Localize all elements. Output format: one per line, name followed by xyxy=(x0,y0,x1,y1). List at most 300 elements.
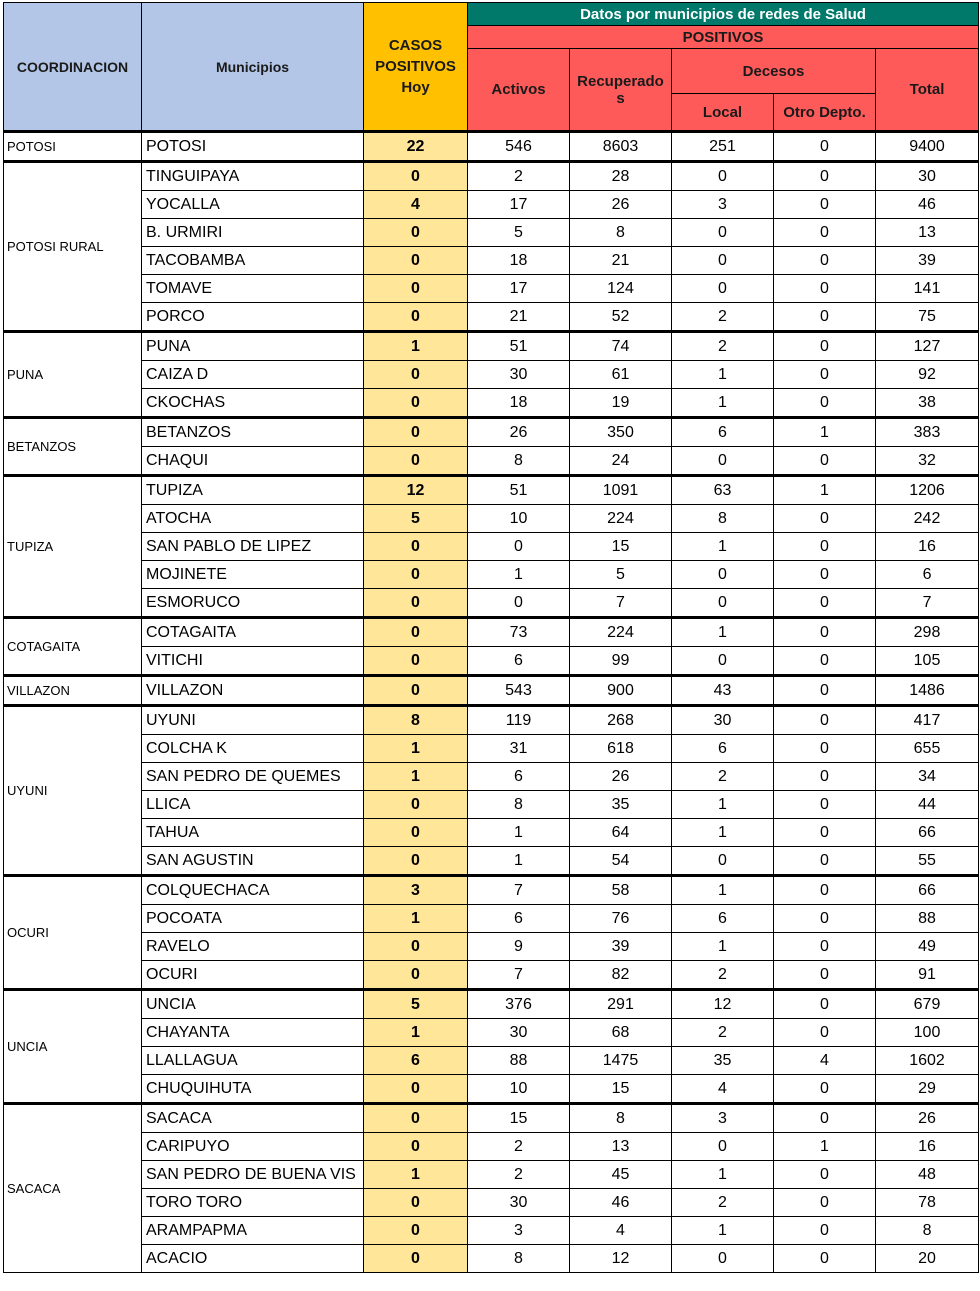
total-cell: 6 xyxy=(876,561,979,589)
coordinacion-cell: COTAGAITA xyxy=(4,618,142,676)
otro-cell: 0 xyxy=(774,1075,876,1104)
otro-cell: 0 xyxy=(774,219,876,247)
table-row xyxy=(4,447,979,476)
total-cell: 141 xyxy=(876,275,979,303)
municipio-cell: BETANZOS xyxy=(142,418,364,447)
recuperados-cell: 46 xyxy=(570,1189,672,1217)
activos-cell: 10 xyxy=(468,1075,570,1104)
table-row xyxy=(4,275,979,303)
local-cell: 1 xyxy=(672,1217,774,1245)
table-row xyxy=(4,1245,979,1273)
activos-cell: 7 xyxy=(468,961,570,990)
table-row xyxy=(4,706,979,735)
otro-cell: 0 xyxy=(774,847,876,876)
coordinacion-cell: TUPIZA xyxy=(4,476,142,618)
local-cell: 1 xyxy=(672,389,774,418)
municipio-cell: SAN PEDRO DE QUEMES xyxy=(142,763,364,791)
activos-cell: 18 xyxy=(468,247,570,275)
recuperados-cell: 224 xyxy=(570,505,672,533)
table-row xyxy=(4,1075,979,1104)
local-cell: 3 xyxy=(672,1104,774,1133)
otro-cell: 4 xyxy=(774,1047,876,1075)
header-recuperados xyxy=(570,49,672,132)
coordinacion-cell: POTOSI RURAL xyxy=(4,162,142,332)
otro-cell: 0 xyxy=(774,706,876,735)
activos-cell: 17 xyxy=(468,191,570,219)
local-cell: 0 xyxy=(672,162,774,191)
otro-cell: 1 xyxy=(774,418,876,447)
table-row xyxy=(4,1133,979,1161)
coordinacion-cell: VILLAZON xyxy=(4,676,142,706)
activos-cell: 30 xyxy=(468,1189,570,1217)
today-cell: 0 xyxy=(364,1245,468,1273)
table-row xyxy=(4,476,979,505)
otro-cell: 0 xyxy=(774,1245,876,1273)
table-row xyxy=(4,332,979,361)
recuperados-cell: 26 xyxy=(570,191,672,219)
activos-cell: 15 xyxy=(468,1104,570,1133)
total-cell: 39 xyxy=(876,247,979,275)
total-cell: 34 xyxy=(876,763,979,791)
recuperados-cell: 1091 xyxy=(570,476,672,505)
activos-cell: 8 xyxy=(468,447,570,476)
activos-cell: 26 xyxy=(468,418,570,447)
table-row xyxy=(4,132,979,162)
municipio-cell: SAN PABLO DE LIPEZ xyxy=(142,533,364,561)
recuperados-cell: 58 xyxy=(570,876,672,905)
today-cell: 5 xyxy=(364,505,468,533)
recuperados-cell: 82 xyxy=(570,961,672,990)
total-cell: 100 xyxy=(876,1019,979,1047)
local-cell: 1 xyxy=(672,1161,774,1189)
header-activos: Activos xyxy=(468,49,570,132)
total-cell: 29 xyxy=(876,1075,979,1104)
table-row xyxy=(4,847,979,876)
municipio-cell: UYUNI xyxy=(142,706,364,735)
total-cell: 417 xyxy=(876,706,979,735)
recuperados-cell: 268 xyxy=(570,706,672,735)
today-cell: 0 xyxy=(364,847,468,876)
recuperados-cell: 124 xyxy=(570,275,672,303)
today-cell: 0 xyxy=(364,933,468,961)
recuperados-cell: 13 xyxy=(570,1133,672,1161)
recuperados-cell: 68 xyxy=(570,1019,672,1047)
today-cell: 0 xyxy=(364,961,468,990)
municipio-cell: CHAYANTA xyxy=(142,1019,364,1047)
otro-cell: 0 xyxy=(774,162,876,191)
covid-municipal-table xyxy=(3,2,979,1273)
total-cell: 16 xyxy=(876,533,979,561)
total-cell: 105 xyxy=(876,647,979,676)
activos-cell: 3 xyxy=(468,1217,570,1245)
activos-cell: 21 xyxy=(468,303,570,332)
total-cell: 13 xyxy=(876,219,979,247)
local-cell: 6 xyxy=(672,418,774,447)
recuperados-cell: 76 xyxy=(570,905,672,933)
total-cell: 78 xyxy=(876,1189,979,1217)
today-cell: 0 xyxy=(364,618,468,647)
total-cell: 20 xyxy=(876,1245,979,1273)
municipio-cell: ACACIO xyxy=(142,1245,364,1273)
header-local: Local xyxy=(672,94,774,132)
table-row xyxy=(4,819,979,847)
coordinacion-cell: SACACA xyxy=(4,1104,142,1273)
recuperados-cell: 28 xyxy=(570,162,672,191)
total-cell: 1602 xyxy=(876,1047,979,1075)
activos-cell: 18 xyxy=(468,389,570,418)
local-cell: 1 xyxy=(672,933,774,961)
municipio-cell: PORCO xyxy=(142,303,364,332)
municipio-cell: POCOATA xyxy=(142,905,364,933)
activos-cell: 8 xyxy=(468,791,570,819)
otro-cell: 0 xyxy=(774,303,876,332)
activos-cell: 2 xyxy=(468,1133,570,1161)
activos-cell: 1 xyxy=(468,561,570,589)
otro-cell: 0 xyxy=(774,132,876,162)
municipio-cell: TAHUA xyxy=(142,819,364,847)
total-cell: 32 xyxy=(876,447,979,476)
local-cell: 1 xyxy=(672,876,774,905)
today-cell: 0 xyxy=(364,418,468,447)
recuperados-cell: 39 xyxy=(570,933,672,961)
local-cell: 2 xyxy=(672,303,774,332)
recuperados-cell: 350 xyxy=(570,418,672,447)
local-cell: 251 xyxy=(672,132,774,162)
municipio-cell: CHAQUI xyxy=(142,447,364,476)
municipio-cell: B. URMIRI xyxy=(142,219,364,247)
total-cell: 9400 xyxy=(876,132,979,162)
local-cell: 0 xyxy=(672,219,774,247)
otro-cell: 0 xyxy=(774,676,876,706)
total-cell: 49 xyxy=(876,933,979,961)
otro-cell: 0 xyxy=(774,561,876,589)
today-cell: 0 xyxy=(364,247,468,275)
total-cell: 26 xyxy=(876,1104,979,1133)
activos-cell: 31 xyxy=(468,735,570,763)
recuperados-cell: 35 xyxy=(570,791,672,819)
table-row xyxy=(4,589,979,618)
table-row xyxy=(4,1189,979,1217)
otro-cell: 0 xyxy=(774,332,876,361)
total-cell: 91 xyxy=(876,961,979,990)
otro-cell: 0 xyxy=(774,618,876,647)
otro-cell: 0 xyxy=(774,990,876,1019)
table-row xyxy=(4,505,979,533)
total-cell: 7 xyxy=(876,589,979,618)
activos-cell: 8 xyxy=(468,1245,570,1273)
total-cell: 1486 xyxy=(876,676,979,706)
today-cell: 0 xyxy=(364,589,468,618)
table-row xyxy=(4,219,979,247)
today-cell: 1 xyxy=(364,1019,468,1047)
recuperados-cell: 1475 xyxy=(570,1047,672,1075)
local-cell: 0 xyxy=(672,1133,774,1161)
municipio-cell: UNCIA xyxy=(142,990,364,1019)
activos-cell: 9 xyxy=(468,933,570,961)
table-row xyxy=(4,389,979,418)
activos-cell: 119 xyxy=(468,706,570,735)
activos-cell: 30 xyxy=(468,1019,570,1047)
table-row xyxy=(4,533,979,561)
recuperados-cell: 64 xyxy=(570,819,672,847)
otro-cell: 0 xyxy=(774,791,876,819)
table-row xyxy=(4,1217,979,1245)
today-cell: 1 xyxy=(364,905,468,933)
municipio-cell: VILLAZON xyxy=(142,676,364,706)
activos-cell: 1 xyxy=(468,819,570,847)
coordinacion-cell: OCURI xyxy=(4,876,142,990)
today-cell: 0 xyxy=(364,676,468,706)
activos-cell: 7 xyxy=(468,876,570,905)
table-row xyxy=(4,763,979,791)
otro-cell: 0 xyxy=(774,389,876,418)
municipio-cell: SACACA xyxy=(142,1104,364,1133)
local-cell: 30 xyxy=(672,706,774,735)
today-cell: 0 xyxy=(364,389,468,418)
coordinacion-cell: UNCIA xyxy=(4,990,142,1104)
today-cell: 0 xyxy=(364,1075,468,1104)
activos-cell: 1 xyxy=(468,847,570,876)
coordinacion-cell: BETANZOS xyxy=(4,418,142,476)
recuperados-cell: 618 xyxy=(570,735,672,763)
total-cell: 8 xyxy=(876,1217,979,1245)
recuperados-cell: 19 xyxy=(570,389,672,418)
local-cell: 2 xyxy=(672,1019,774,1047)
otro-cell: 1 xyxy=(774,476,876,505)
activos-cell: 6 xyxy=(468,647,570,676)
total-cell: 66 xyxy=(876,819,979,847)
activos-cell: 546 xyxy=(468,132,570,162)
local-cell: 63 xyxy=(672,476,774,505)
municipio-cell: OCURI xyxy=(142,961,364,990)
total-cell: 48 xyxy=(876,1161,979,1189)
municipio-cell: LLICA xyxy=(142,791,364,819)
today-cell: 4 xyxy=(364,191,468,219)
table-row xyxy=(4,647,979,676)
local-cell: 1 xyxy=(672,361,774,389)
table-row xyxy=(4,418,979,447)
table-row xyxy=(4,791,979,819)
municipio-cell: SAN PEDRO DE BUENA VIS xyxy=(142,1161,364,1189)
total-cell: 44 xyxy=(876,791,979,819)
today-cell: 0 xyxy=(364,1104,468,1133)
municipio-cell: TOMAVE xyxy=(142,275,364,303)
header-otro-depto: Otro Depto. xyxy=(774,94,876,132)
total-cell: 16 xyxy=(876,1133,979,1161)
today-cell: 1 xyxy=(364,763,468,791)
recuperados-cell: 54 xyxy=(570,847,672,876)
recuperados-cell: 8603 xyxy=(570,132,672,162)
total-cell: 298 xyxy=(876,618,979,647)
today-cell: 0 xyxy=(364,361,468,389)
local-cell: 12 xyxy=(672,990,774,1019)
otro-cell: 0 xyxy=(774,763,876,791)
otro-cell: 0 xyxy=(774,1161,876,1189)
recuperados-cell: 99 xyxy=(570,647,672,676)
recuperados-cell: 74 xyxy=(570,332,672,361)
table-row xyxy=(4,961,979,990)
municipio-cell: YOCALLA xyxy=(142,191,364,219)
header-casos-line3: Hoy xyxy=(401,79,430,96)
today-cell: 0 xyxy=(364,275,468,303)
total-cell: 30 xyxy=(876,162,979,191)
total-cell: 55 xyxy=(876,847,979,876)
otro-cell: 0 xyxy=(774,361,876,389)
activos-cell: 88 xyxy=(468,1047,570,1075)
otro-cell: 0 xyxy=(774,1104,876,1133)
recuperados-cell: 5 xyxy=(570,561,672,589)
local-cell: 1 xyxy=(672,533,774,561)
today-cell: 6 xyxy=(364,1047,468,1075)
activos-cell: 2 xyxy=(468,1161,570,1189)
municipio-cell: COLQUECHACA xyxy=(142,876,364,905)
table-row xyxy=(4,303,979,332)
municipio-cell: CAIZA D xyxy=(142,361,364,389)
local-cell: 0 xyxy=(672,275,774,303)
today-cell: 0 xyxy=(364,561,468,589)
activos-cell: 5 xyxy=(468,219,570,247)
municipio-cell: SAN AGUSTIN xyxy=(142,847,364,876)
local-cell: 35 xyxy=(672,1047,774,1075)
today-cell: 0 xyxy=(364,819,468,847)
otro-cell: 0 xyxy=(774,589,876,618)
municipio-cell: TACOBAMBA xyxy=(142,247,364,275)
local-cell: 0 xyxy=(672,247,774,275)
municipio-cell: ESMORUCO xyxy=(142,589,364,618)
table-row xyxy=(4,191,979,219)
municipio-cell: CKOCHAS xyxy=(142,389,364,418)
header-casos-positivos-hoy xyxy=(364,3,468,132)
local-cell: 0 xyxy=(672,561,774,589)
header-decesos: Decesos xyxy=(672,49,876,94)
today-cell: 0 xyxy=(364,1133,468,1161)
recuperados-cell: 224 xyxy=(570,618,672,647)
recuperados-cell: 15 xyxy=(570,533,672,561)
local-cell: 2 xyxy=(672,332,774,361)
activos-cell: 10 xyxy=(468,505,570,533)
recuperados-cell: 15 xyxy=(570,1075,672,1104)
municipio-cell: TORO TORO xyxy=(142,1189,364,1217)
coordinacion-cell: UYUNI xyxy=(4,706,142,876)
otro-cell: 0 xyxy=(774,447,876,476)
local-cell: 4 xyxy=(672,1075,774,1104)
otro-cell: 0 xyxy=(774,1217,876,1245)
today-cell: 1 xyxy=(364,1161,468,1189)
table-row xyxy=(4,676,979,706)
activos-cell: 543 xyxy=(468,676,570,706)
municipio-cell: CARIPUYO xyxy=(142,1133,364,1161)
municipio-cell: PUNA xyxy=(142,332,364,361)
municipio-cell: RAVELO xyxy=(142,933,364,961)
header-recuperados-line2: s xyxy=(616,89,625,107)
activos-cell: 376 xyxy=(468,990,570,1019)
local-cell: 3 xyxy=(672,191,774,219)
municipio-cell: COLCHA K xyxy=(142,735,364,763)
activos-cell: 2 xyxy=(468,162,570,191)
otro-cell: 0 xyxy=(774,735,876,763)
activos-cell: 30 xyxy=(468,361,570,389)
total-cell: 127 xyxy=(876,332,979,361)
header-casos-line1: CASOS xyxy=(388,37,443,54)
local-cell: 43 xyxy=(672,676,774,706)
local-cell: 0 xyxy=(672,847,774,876)
activos-cell: 51 xyxy=(468,476,570,505)
header-positivos: POSITIVOS xyxy=(468,26,979,49)
total-cell: 92 xyxy=(876,361,979,389)
today-cell: 22 xyxy=(364,132,468,162)
recuperados-cell: 291 xyxy=(570,990,672,1019)
otro-cell: 0 xyxy=(774,933,876,961)
today-cell: 3 xyxy=(364,876,468,905)
table-row xyxy=(4,162,979,191)
municipio-cell: CHUQUIHUTA xyxy=(142,1075,364,1104)
table-body xyxy=(4,132,979,1273)
otro-cell: 0 xyxy=(774,533,876,561)
otro-cell: 0 xyxy=(774,247,876,275)
table-row xyxy=(4,618,979,647)
activos-cell: 17 xyxy=(468,275,570,303)
otro-cell: 1 xyxy=(774,1133,876,1161)
otro-cell: 0 xyxy=(774,905,876,933)
today-cell: 1 xyxy=(364,332,468,361)
table-row xyxy=(4,990,979,1019)
recuperados-cell: 8 xyxy=(570,1104,672,1133)
otro-cell: 0 xyxy=(774,647,876,676)
table-row xyxy=(4,735,979,763)
table-row xyxy=(4,1161,979,1189)
table-row xyxy=(4,876,979,905)
otro-cell: 0 xyxy=(774,961,876,990)
activos-cell: 51 xyxy=(468,332,570,361)
today-cell: 0 xyxy=(364,162,468,191)
total-cell: 383 xyxy=(876,418,979,447)
header-coordinacion: COORDINACION xyxy=(4,3,142,132)
table-row xyxy=(4,905,979,933)
municipio-cell: POTOSI xyxy=(142,132,364,162)
recuperados-cell: 4 xyxy=(570,1217,672,1245)
today-cell: 8 xyxy=(364,706,468,735)
local-cell: 2 xyxy=(672,961,774,990)
activos-cell: 0 xyxy=(468,533,570,561)
local-cell: 2 xyxy=(672,1189,774,1217)
otro-cell: 0 xyxy=(774,876,876,905)
recuperados-cell: 52 xyxy=(570,303,672,332)
total-cell: 655 xyxy=(876,735,979,763)
local-cell: 1 xyxy=(672,819,774,847)
local-cell: 8 xyxy=(672,505,774,533)
local-cell: 1 xyxy=(672,618,774,647)
table-row xyxy=(4,1104,979,1133)
table-row xyxy=(4,561,979,589)
municipio-cell: ATOCHA xyxy=(142,505,364,533)
table-row xyxy=(4,1047,979,1075)
header-municipios: Municipios xyxy=(142,3,364,132)
coordinacion-cell: PUNA xyxy=(4,332,142,418)
otro-cell: 0 xyxy=(774,1189,876,1217)
total-cell: 38 xyxy=(876,389,979,418)
otro-cell: 0 xyxy=(774,505,876,533)
municipio-cell: TINGUIPAYA xyxy=(142,162,364,191)
local-cell: 6 xyxy=(672,735,774,763)
local-cell: 2 xyxy=(672,763,774,791)
header-datos-redes: Datos por municipios de redes de Salud xyxy=(468,3,979,26)
today-cell: 0 xyxy=(364,533,468,561)
recuperados-cell: 8 xyxy=(570,219,672,247)
local-cell: 1 xyxy=(672,791,774,819)
municipio-cell: TUPIZA xyxy=(142,476,364,505)
table-header xyxy=(4,3,979,132)
municipio-cell: LLALLAGUA xyxy=(142,1047,364,1075)
